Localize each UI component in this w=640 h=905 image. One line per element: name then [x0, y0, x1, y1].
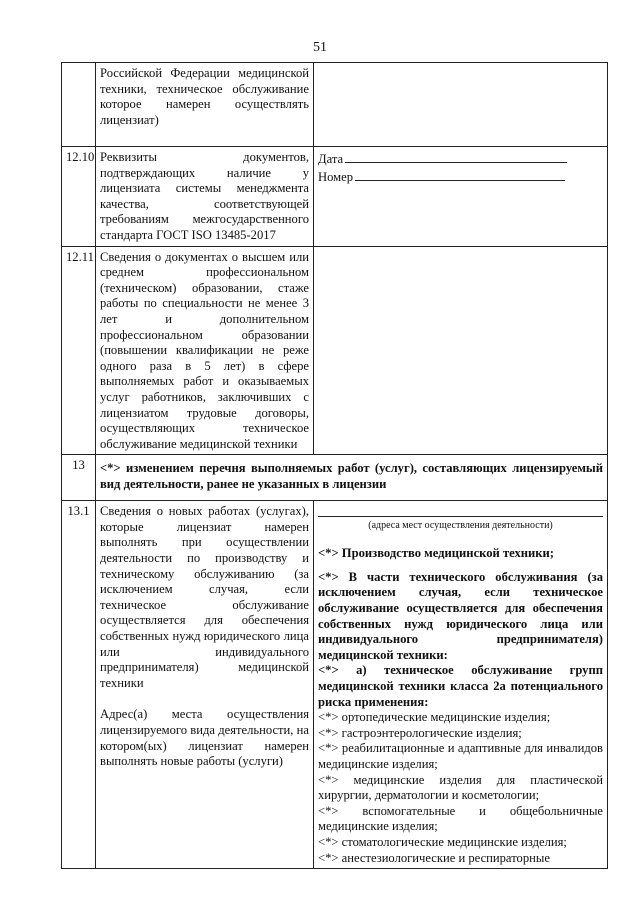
- row-number: 13.1: [62, 501, 96, 869]
- row-number: [62, 63, 96, 147]
- license-form-table: [61, 62, 608, 869]
- row-number: 13: [62, 455, 96, 501]
- table-row: [62, 501, 608, 869]
- list-item[interactable]: <*> гастроэнтерологические изделия;: [318, 725, 522, 740]
- list-item[interactable]: <*> медицинские изделия для пластической хирургии, дерматологии и косметологии;: [318, 772, 603, 803]
- row-description: Российской Федерации медицинской техники, техническое обслуживание которое намерен осуществлять лицензиат): [96, 63, 314, 147]
- row-description: Реквизиты документов, подтверждающих наличие у лицензиата системы менеджмента качества, соответствующей требованиям межгосударственного стандарта ГОСТ ISO 13485-2017: [96, 147, 314, 247]
- table-row: [62, 455, 608, 501]
- address-description: Адрес(а) места осуществления лицензируемого вида деятельности, на котором(ых) лицензиат намерен выполнять новые работы (услуги): [100, 707, 309, 769]
- row-description: Сведения о документах о высшем или среднем профессиональном (техническом) образовании, стаже работы по специальности не менее 3 лет и дополнительном профессиональном образовании (повышении квалификации не реже одного раза в 5 лет) в сфере выполняемых работ и оказываемых услуг работников, заключивших с лицензиатом трудовые договоры, осуществляющих техническое обслуживание медицинской техники: [96, 246, 314, 455]
- section-title: <*> изменением перечня выполняемых работ (услуг), составляющих лицензируемый вид деятельности, ранее не указанных в лицензии: [96, 455, 608, 501]
- list-item[interactable]: <*> вспомогательные и общебольничные медицинские изделия;: [318, 803, 603, 834]
- row-description: [96, 501, 314, 869]
- row-value-field: [314, 501, 608, 869]
- row-number: 12.11: [62, 246, 96, 455]
- date-input-line[interactable]: [345, 150, 567, 163]
- address-input-line[interactable]: [318, 504, 603, 517]
- page-number: 51: [313, 40, 327, 55]
- number-field[interactable]: [318, 168, 603, 186]
- number-label: Номер: [318, 169, 354, 184]
- list-item[interactable]: <*> анестезиологические и респираторные: [318, 850, 550, 865]
- table-row: [62, 246, 608, 455]
- address-caption: (адреса мест осуществления деятельности): [368, 520, 553, 532]
- list-item[interactable]: <*> реабилитационные и адаптивные для инвалидов медицинские изделия;: [318, 741, 603, 771]
- row-number: 12.10: [62, 147, 96, 247]
- row-value-field[interactable]: [314, 246, 608, 455]
- maintenance-option[interactable]: <*> В части технического обслуживания (за исключением случая, если техническое обслуживание осуществляется для обеспечения собственных нужд юридического лица или индивидуального предпринимателя) медицинской техники:: [318, 569, 603, 662]
- number-input-line[interactable]: [355, 168, 565, 181]
- table-row: [62, 147, 608, 247]
- row-value-field: [314, 147, 608, 247]
- list-item[interactable]: <*> стоматологические медицинские изделия;: [318, 834, 567, 849]
- class-2a-option[interactable]: <*> а) техническое обслуживание групп медицинской техники класса 2а потенциального риска применения:: [318, 663, 603, 709]
- production-option[interactable]: <*> Производство медицинской техники;: [318, 546, 554, 561]
- list-item[interactable]: <*> ортопедические медицинские изделия;: [318, 710, 551, 725]
- date-label: Дата: [318, 152, 344, 166]
- date-field[interactable]: [318, 150, 603, 168]
- table-row: [62, 63, 608, 147]
- new-works-description: Сведения о новых работах (услугах), которые лицензиат намерен выполнять при осуществлении деятельности по производству и техническому обслуживанию (за исключением случая, если техническое обслуживание осуществляется для обеспечения собственных нужд юридического лица или индивидуального предпринимателя) медицинской техники: [100, 504, 309, 690]
- row-value-field[interactable]: [314, 63, 608, 147]
